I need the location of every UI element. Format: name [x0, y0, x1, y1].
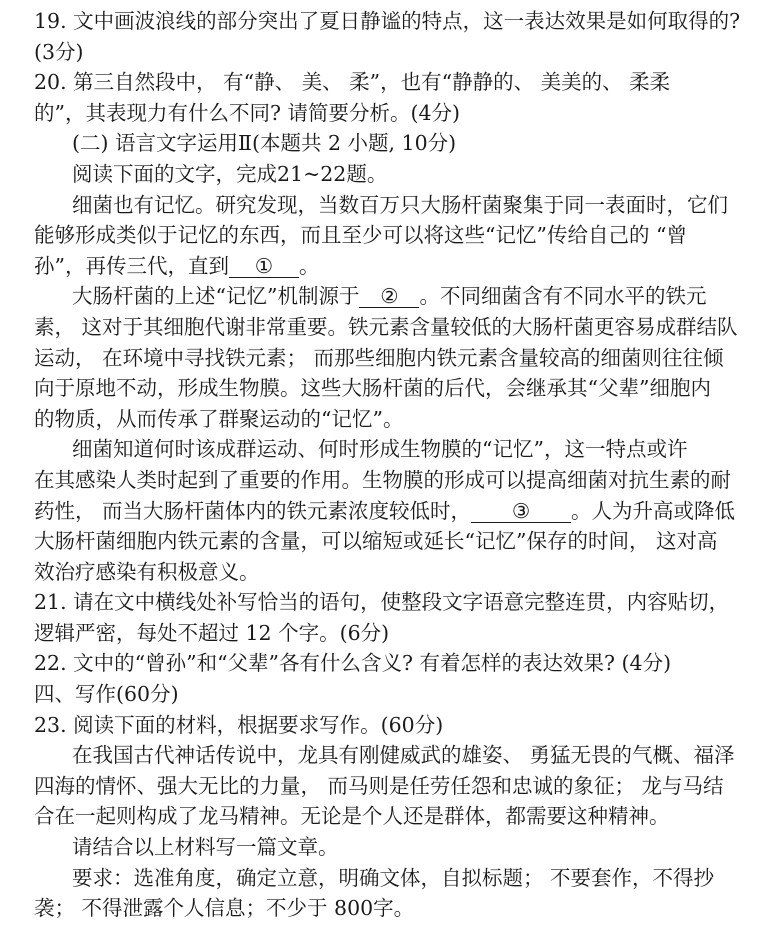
answer-blank-3[interactable]: ③ [471, 500, 571, 523]
writing-prompt: 请结合以上材料写一篇文章。 [72, 835, 339, 860]
question-21-line-1: 21. 请在文中横线处补写恰当的语句，使整段文字语意完整连贯，内容贴切， [34, 590, 730, 615]
question-21-line-2: 逻辑严密，每处不超过 12 个字。(6分) [34, 620, 390, 645]
passage-line: 在其感染人类时起到了重要的作用。生物膜的形成可以提高细菌对抗生素的耐 [34, 467, 731, 492]
question-23: 23. 阅读下面的材料，根据要求写作。(60分) [34, 712, 444, 737]
question-19-line-2: (3分) [34, 39, 84, 64]
material-line: 在我国古代神话传说中，龙具有刚健威武的雄姿、 勇猛无畏的气概、福泽 [72, 743, 735, 768]
reading-instruction: 阅读下面的文字，完成21~22题。 [72, 161, 388, 186]
passage-line: 的物质，从而传承了群聚运动的“记忆”。 [34, 406, 404, 431]
passage-line: 大肠杆菌细胞内铁元素的含量，可以缩短或延长“记忆”保存的时间， 这对高 [34, 529, 718, 554]
answer-blank-2[interactable]: ② [359, 285, 419, 308]
passage-line: 向于原地不动，形成生物膜。这些大肠杆菌的后代，会继承其“父辈”细胞内 [34, 376, 711, 401]
question-20-line-1: 20. 第三自然段中， 有“静、 美、 柔”，也有“静静的、 美美的、 柔柔 [34, 70, 671, 95]
passage-text: 药性， 而当大肠杆菌体内的铁元素浓度较低时， [34, 498, 472, 523]
question-19-line-1: 19. 文中画波浪线的部分突出了夏日静谧的特点，这一表达效果是如何取得的? [34, 9, 741, 33]
section-heading-writing: 四、写作(60分) [34, 682, 179, 707]
material-line: 四海的情怀、强大无比的力量， 而马则是任劳任怨和忠诚的象征； 龙与马结 [34, 773, 724, 798]
passage-text: 大肠杆菌的上述“记忆”机制源于 [72, 284, 360, 309]
passage-text: 。不同细菌含有不同水平的铁元 [419, 284, 707, 309]
passage-text: 。 [298, 253, 320, 278]
section-heading-language-use: (二) 语言文字运用Ⅱ(本题共 2 小题, 10分) [72, 131, 457, 156]
answer-blank-1[interactable]: ① [229, 255, 299, 278]
passage-line-blank-3 [34, 496, 772, 527]
passage-line: 效治疗感染有积极意义。 [34, 559, 260, 584]
question-20-line-2: 的”，其表现力有什么不同? 请简要分析。(4分) [34, 100, 461, 125]
passage-line-blank-2 [34, 281, 772, 312]
passage-line: 运动， 在环境中寻找铁元素； 而那些细胞内铁元素含量较高的细菌则往往倾 [34, 345, 724, 370]
passage-line-blank-1 [34, 251, 772, 282]
passage-line: 细菌也有记忆。研究发现，当数百万只大肠杆菌聚集于同一表面时，它们 [72, 192, 728, 217]
passage-text: 孙”，再传三代，直到 [34, 253, 229, 278]
material-line: 合在一起则构成了龙马精神。无论是个人还是群体，都需要这种精神。 [34, 804, 670, 829]
writing-requirements-line-1: 要求：选准角度，确定立意，明确文体，自拟标题； 不要套作，不得抄 [72, 865, 715, 890]
writing-requirements-line-2: 袭； 不得泄露个人信息；不少于 800字。 [34, 896, 415, 921]
question-22: 22. 文中的“曾孙”和“父辈”各有什么含义? 有着怎样的表达效果? (4分) [34, 651, 672, 676]
passage-line: 素， 这对于其细胞代谢非常重要。铁元素含量较低的大肠杆菌更容易成群结队 [34, 314, 738, 339]
passage-text: 。人为升高或降低 [571, 498, 736, 523]
passage-line: 细菌知道何时该成群运动、何时形成生物膜的“记忆”，这一特点或许 [72, 437, 688, 462]
passage-line: 能够形成类似于记忆的东西，而且至少可以将这些“记忆”传给自己的 “曾 [34, 223, 687, 248]
